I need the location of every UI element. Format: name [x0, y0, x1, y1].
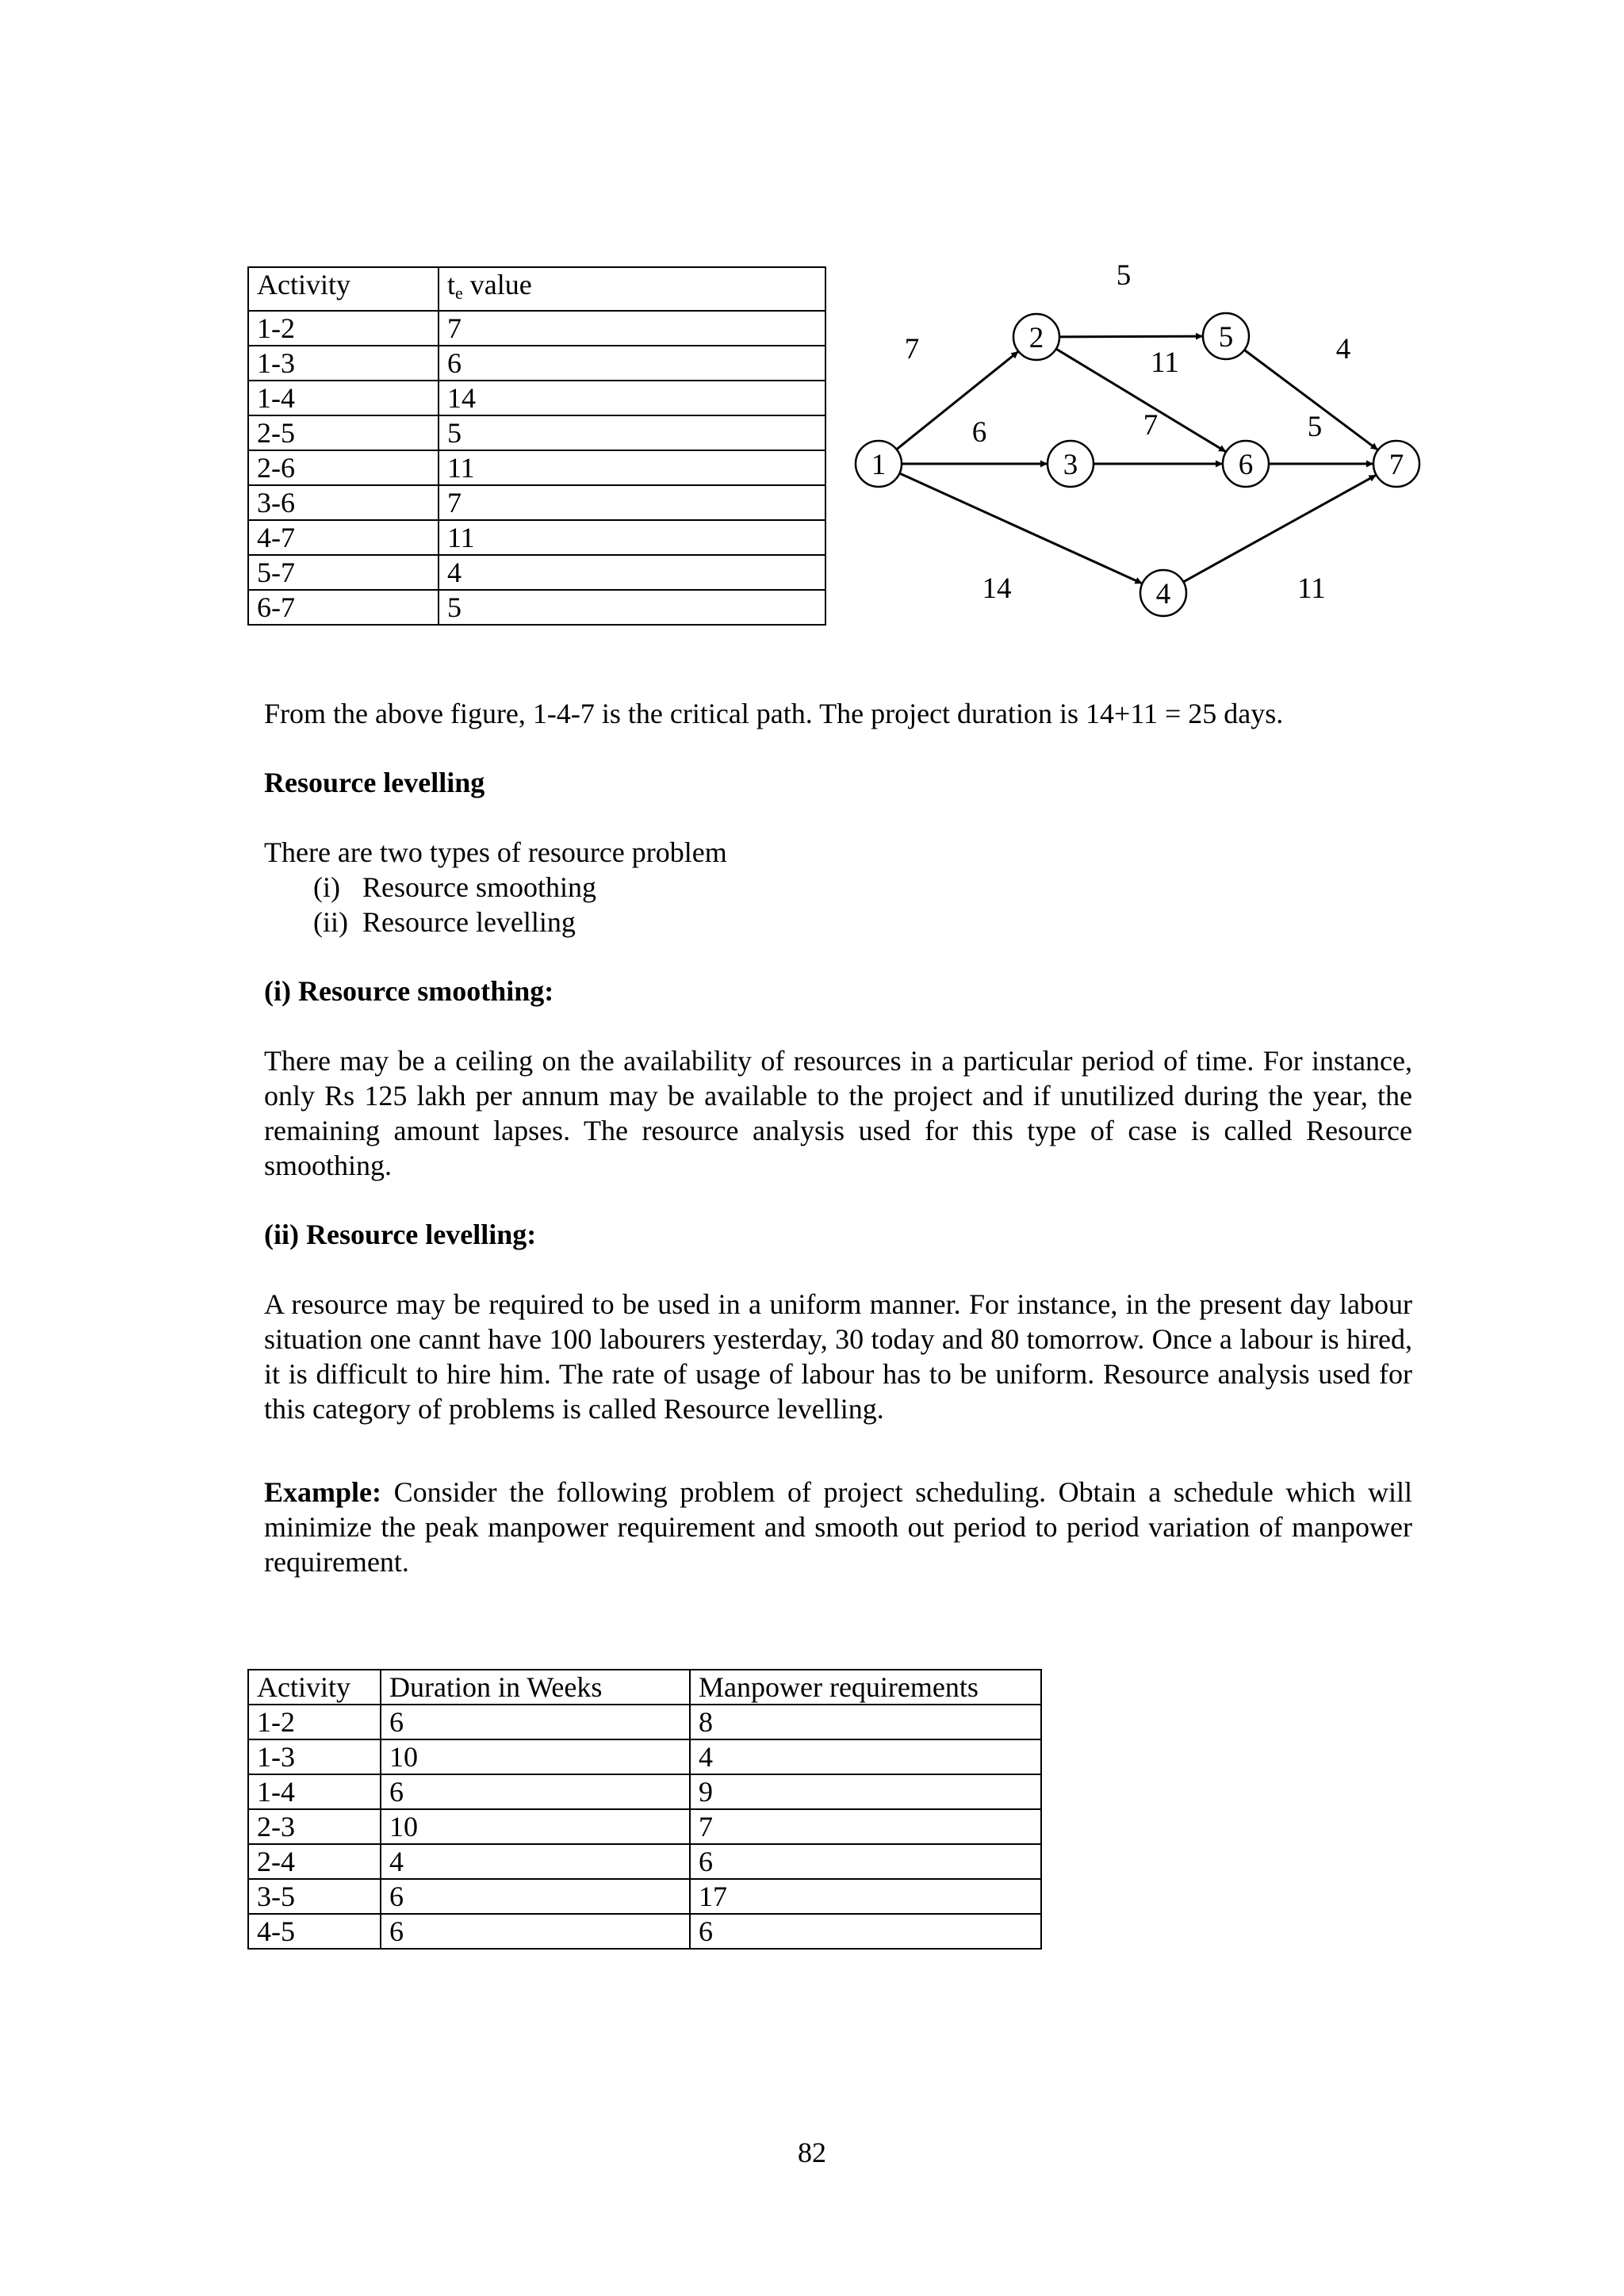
value-cell: 7	[439, 311, 825, 346]
node-5	[1203, 313, 1249, 359]
activity-cell: 4-5	[248, 1914, 381, 1949]
activity-cell: 2-4	[248, 1844, 381, 1879]
te-value-table	[247, 266, 826, 626]
manpower-table	[247, 1669, 1042, 1950]
resource-levelling-paragraph: A resource may be required to be used in a uniform manner. For instance, in the present day labour situation one cannt have 100 labourers yesterday, 30 today and 80 tomorrow. Once a labour is hired, it is difficult to hire him. The rate of usage of labour has to be uniform. Resource analysis used for this category of problems is called Resource levelling.	[264, 1288, 1412, 1425]
manpower-cell: 17	[690, 1879, 1041, 1914]
node-label: 6	[1238, 449, 1254, 481]
node-label: 4	[1155, 578, 1171, 610]
table-row	[248, 590, 825, 625]
activity-cell: 2-3	[248, 1809, 381, 1844]
te-value-word: value	[462, 269, 532, 300]
list-marker: (i)	[313, 871, 340, 903]
activity-cell: 1-3	[248, 1739, 381, 1774]
table-row	[248, 555, 825, 590]
resource-smoothing-heading: (i) Resource smoothing:	[264, 975, 554, 1007]
manpower-cell: 6	[690, 1914, 1041, 1949]
value-cell: 14	[439, 381, 825, 415]
edge-weight-label: 11	[1297, 572, 1326, 605]
network-diagram	[841, 254, 1475, 634]
list-text: Resource smoothing	[362, 871, 596, 903]
header-te-value	[439, 267, 825, 311]
node-label: 5	[1218, 321, 1234, 354]
node-3	[1048, 441, 1094, 487]
manpower-cell: 6	[690, 1844, 1041, 1879]
edge-1-4	[899, 473, 1141, 584]
value-cell: 11	[439, 450, 825, 485]
node-2	[1013, 314, 1059, 360]
edge-weight-label: 5	[1116, 259, 1132, 292]
te-subscript: e	[455, 283, 463, 303]
table-header-row	[248, 1670, 1041, 1705]
activity-cell: 3-6	[248, 485, 439, 520]
value-cell: 7	[439, 485, 825, 520]
table-row	[248, 520, 825, 555]
edge-2-6	[1056, 349, 1226, 451]
node-1	[856, 441, 902, 487]
activity-cell: 4-7	[248, 520, 439, 555]
edge-2-5	[1059, 336, 1202, 337]
table-row	[248, 1774, 1041, 1809]
duration-cell: 6	[381, 1879, 690, 1914]
manpower-cell: 8	[690, 1705, 1041, 1739]
value-cell: 5	[439, 415, 825, 450]
table-row	[248, 1705, 1041, 1739]
value-cell: 11	[439, 520, 825, 555]
table-row	[248, 381, 825, 415]
activity-cell: 2-5	[248, 415, 439, 450]
edge-1-2	[897, 352, 1018, 450]
header-activity: Activity	[248, 267, 439, 311]
table-row	[248, 415, 825, 450]
edge-weight-label: 14	[982, 572, 1012, 605]
edge-weight-label: 6	[971, 416, 987, 449]
edge-weight-label: 7	[904, 333, 920, 365]
header-duration: Duration in Weeks	[381, 1670, 690, 1705]
list-text: Resource levelling	[362, 906, 576, 938]
manpower-cell: 9	[690, 1774, 1041, 1809]
table-row	[248, 1809, 1041, 1844]
list-item	[313, 870, 596, 905]
table-row	[248, 1739, 1041, 1774]
duration-cell: 10	[381, 1739, 690, 1774]
duration-cell: 6	[381, 1914, 690, 1949]
table-row	[248, 1879, 1041, 1914]
table-row	[248, 346, 825, 381]
edge-weight-label: 5	[1307, 411, 1323, 443]
page-number: 82	[798, 2137, 826, 2168]
activity-cell: 5-7	[248, 555, 439, 590]
edge-weight-label: 4	[1335, 333, 1351, 365]
value-cell: 4	[439, 555, 825, 590]
node-6	[1223, 441, 1269, 487]
table-row	[248, 1914, 1041, 1949]
node-label: 2	[1028, 322, 1044, 354]
resource-levelling-heading: Resource levelling	[264, 767, 485, 798]
value-cell: 5	[439, 590, 825, 625]
table-row	[248, 450, 825, 485]
header-activity: Activity	[248, 1670, 381, 1705]
table-row	[248, 485, 825, 520]
example-label: Example:	[264, 1476, 381, 1508]
activity-cell: 3-5	[248, 1879, 381, 1914]
duration-cell: 6	[381, 1705, 690, 1739]
node-label: 7	[1388, 449, 1404, 481]
edge-weight-label: 7	[1143, 409, 1159, 442]
example-paragraph	[264, 1475, 1412, 1579]
activity-cell: 1-4	[248, 1774, 381, 1809]
activity-cell: 1-4	[248, 381, 439, 415]
header-manpower: Manpower requirements	[690, 1670, 1041, 1705]
value-cell: 6	[439, 346, 825, 381]
edge-weight-label: 11	[1151, 346, 1179, 379]
manpower-cell: 4	[690, 1739, 1041, 1774]
table-header-row	[248, 267, 825, 311]
activity-cell: 2-6	[248, 450, 439, 485]
te-symbol: t	[447, 269, 456, 300]
manpower-cell: 7	[690, 1809, 1041, 1844]
list-item	[313, 905, 576, 939]
duration-cell: 4	[381, 1844, 690, 1879]
table-row	[248, 311, 825, 346]
resource-smoothing-paragraph: There may be a ceiling on the availability of resources in a particular period of time. For instance, only Rs 125 lakh per annum may be available to the project and if unutilized during the year, the remaining amount lapses. The resource analysis used for this type of case is called Resource smoothing.	[264, 1045, 1412, 1181]
duration-cell: 6	[381, 1774, 690, 1809]
activity-cell: 6-7	[248, 590, 439, 625]
resource-problem-intro: There are two types of resource problem	[264, 836, 727, 868]
critical-path-statement: From the above figure, 1-4-7 is the critical path. The project duration is 14+11 = 25 days.	[264, 698, 1284, 729]
activity-cell: 1-3	[248, 346, 439, 381]
edge-4-7	[1183, 476, 1375, 582]
duration-cell: 10	[381, 1809, 690, 1844]
list-marker: (ii)	[313, 906, 348, 938]
node-4	[1140, 570, 1186, 616]
node-label: 1	[871, 449, 887, 481]
resource-levelling-subheading: (ii) Resource levelling:	[264, 1219, 537, 1250]
example-text: Consider the following problem of project scheduling. Obtain a schedule which will minimize the peak manpower requirement and smooth out period to period variation of manpower requirement.	[264, 1476, 1412, 1578]
table-row	[248, 1844, 1041, 1879]
node-label: 3	[1063, 449, 1078, 481]
activity-cell: 1-2	[248, 1705, 381, 1739]
activity-cell: 1-2	[248, 311, 439, 346]
node-7	[1373, 441, 1419, 487]
